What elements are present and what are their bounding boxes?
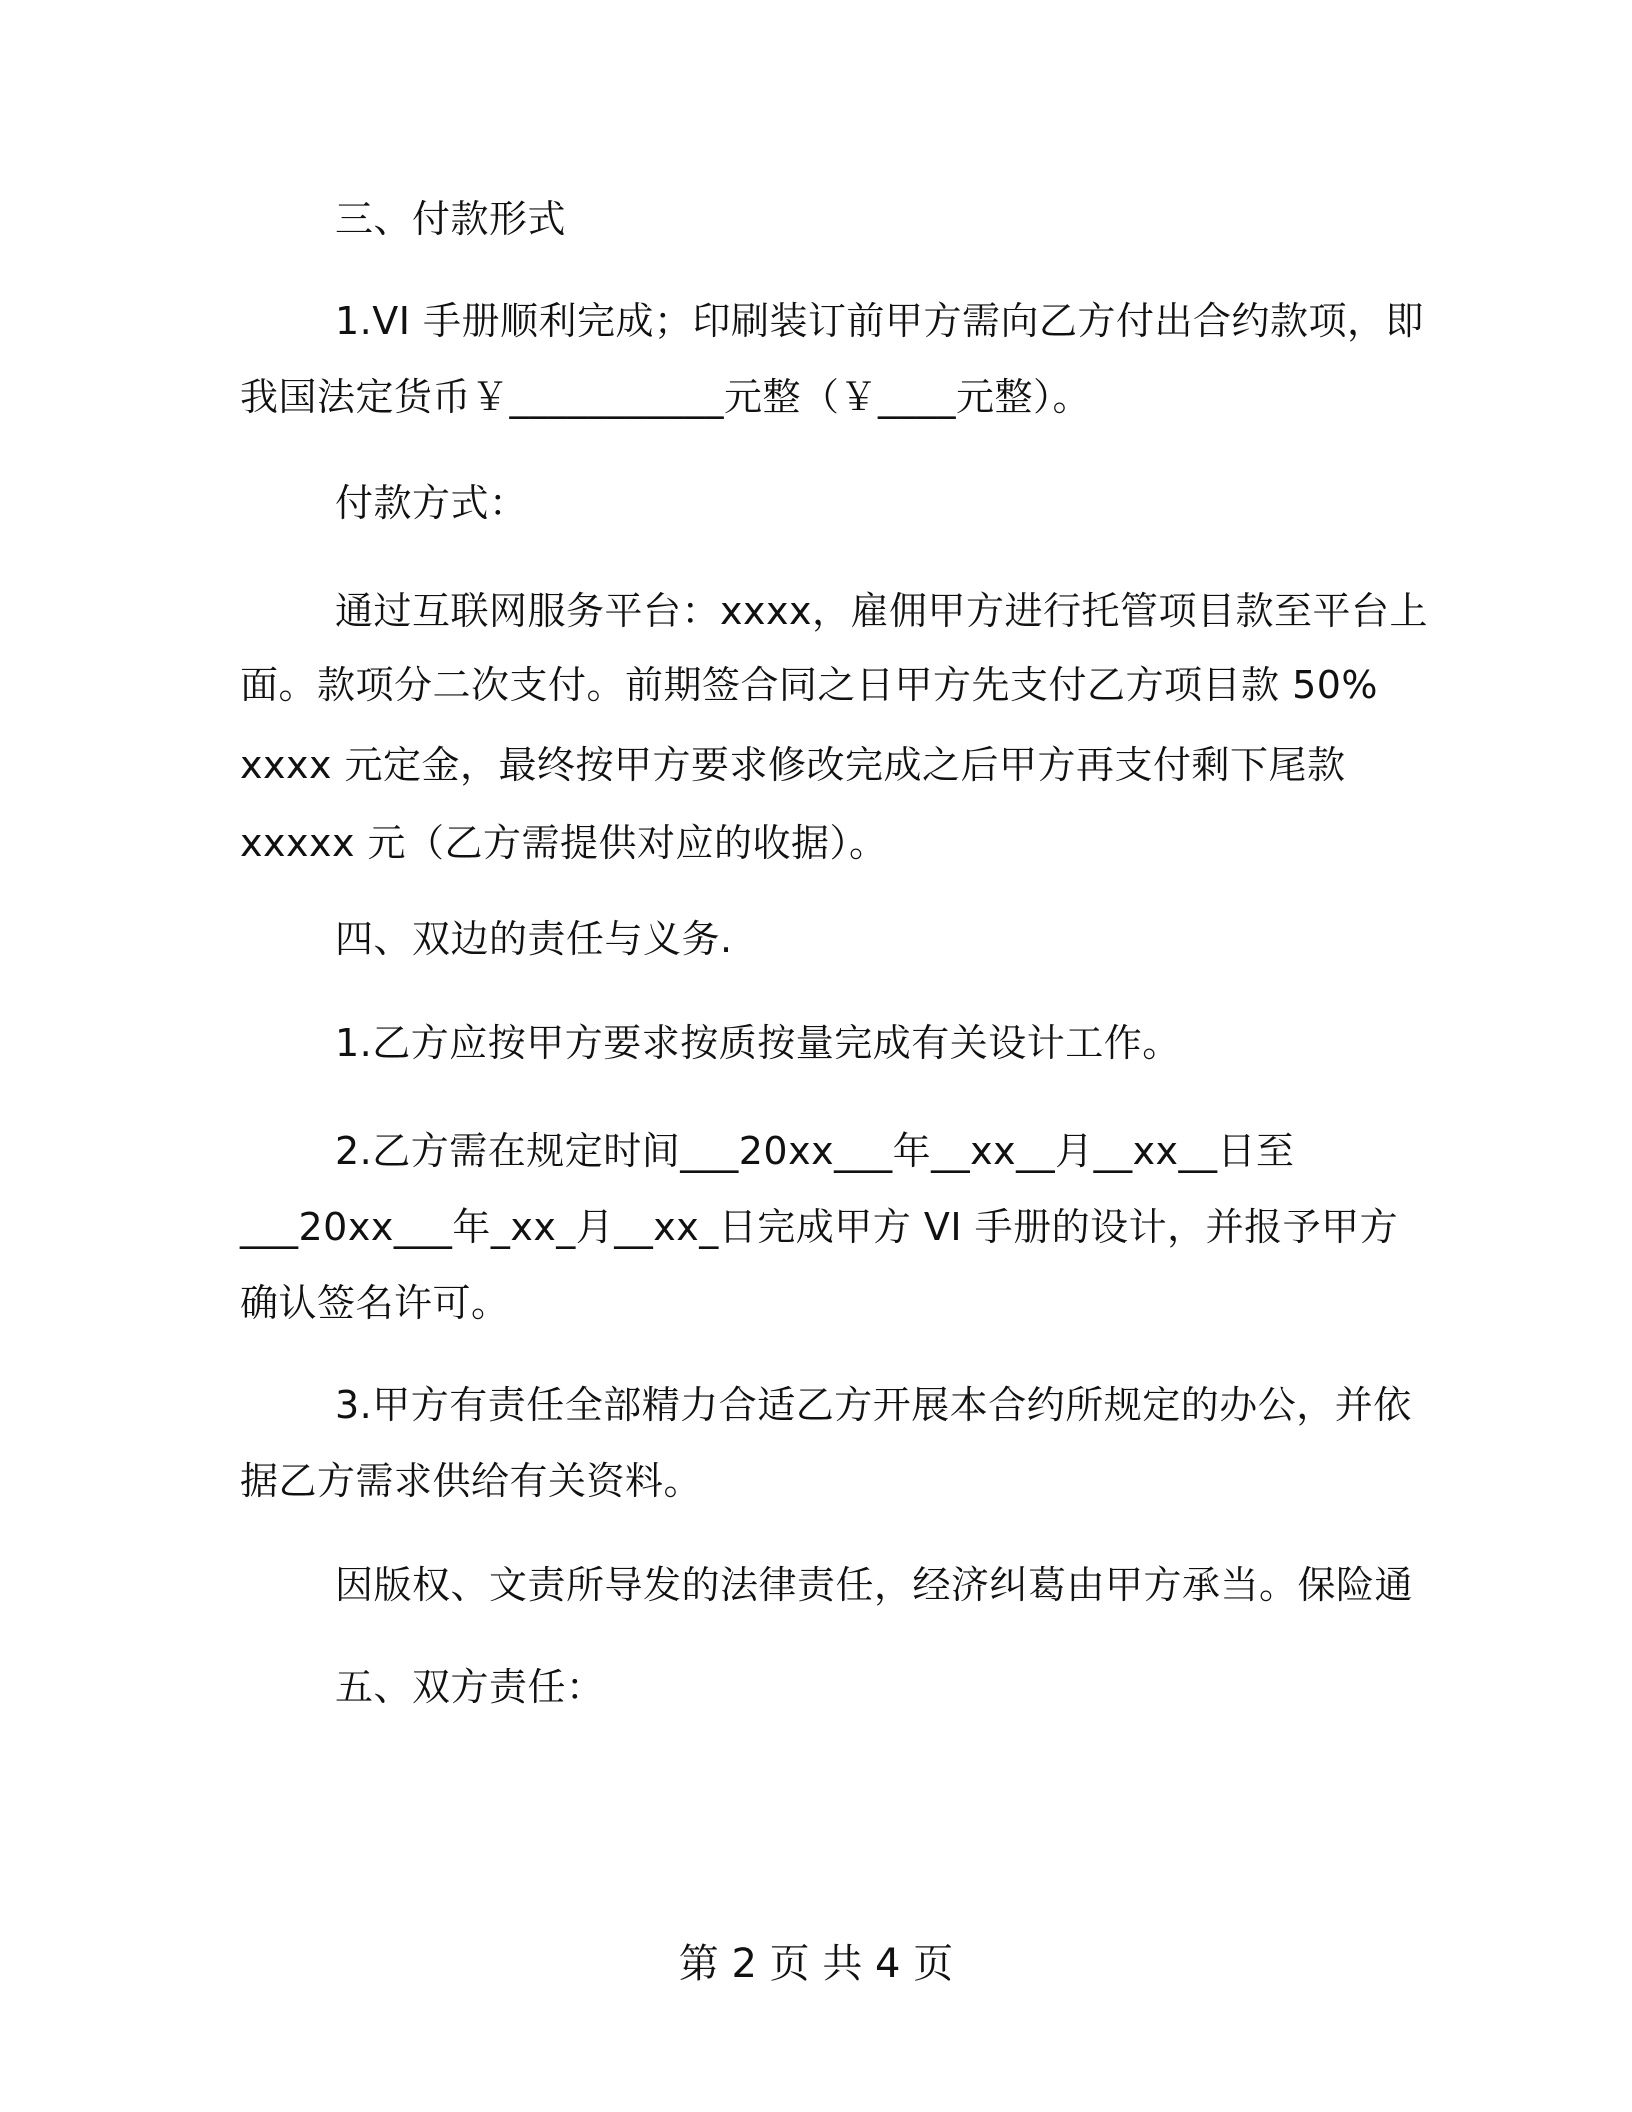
- payment-line-4: xxxxx 元（乙方需提供对应的收据）。: [240, 821, 888, 865]
- section4-item1: 1.乙方应按甲方要求按质按量完成有关设计工作。: [335, 1021, 1181, 1065]
- section3-heading: 三、付款形式: [335, 197, 567, 241]
- liability-line: 因版权、文责所导发的法律责任，经济纠葛由甲方承当。保险通: [335, 1563, 1414, 1607]
- section4-item2-line3: 确认签名许可。: [240, 1281, 510, 1325]
- section4-heading: 四、双边的责任与义务.: [335, 917, 733, 961]
- payment-method-label: 付款方式：: [335, 481, 528, 525]
- section3-item1-line2: 我国法定货币￥___________元整（￥____元整）。: [240, 375, 1092, 419]
- page-number-footer: 第 2 页 共 4 页: [678, 1941, 954, 1987]
- section5-heading: 五、双方责任：: [335, 1665, 605, 1709]
- payment-line-2: 面。款项分二次支付。前期签合同之日甲方先支付乙方项目款 50%: [240, 663, 1379, 707]
- section4-item3-line1: 3.甲方有责任全部精力合适乙方开展本合约所规定的办公，并依: [335, 1383, 1412, 1427]
- section4-item2-line2: ___20xx___年_xx_月__xx_日完成甲方 VI 手册的设计，并报予甲方: [240, 1205, 1399, 1249]
- section4-item3-line2: 据乙方需求供给有关资料。: [240, 1459, 703, 1503]
- section4-item2-line1: 2.乙方需在规定时间___20xx___年__xx__月__xx__日至: [335, 1129, 1295, 1173]
- payment-line-1: 通过互联网服务平台：xxxx，雇佣甲方进行托管项目款至平台上: [335, 589, 1428, 633]
- payment-line-3: xxxx 元定金，最终按甲方要求修改完成之后甲方再支付剩下尾款: [240, 743, 1346, 787]
- section3-item1-line1: 1.VI 手册顺利完成；印刷装订前甲方需向乙方付出合约款项，即: [335, 299, 1425, 343]
